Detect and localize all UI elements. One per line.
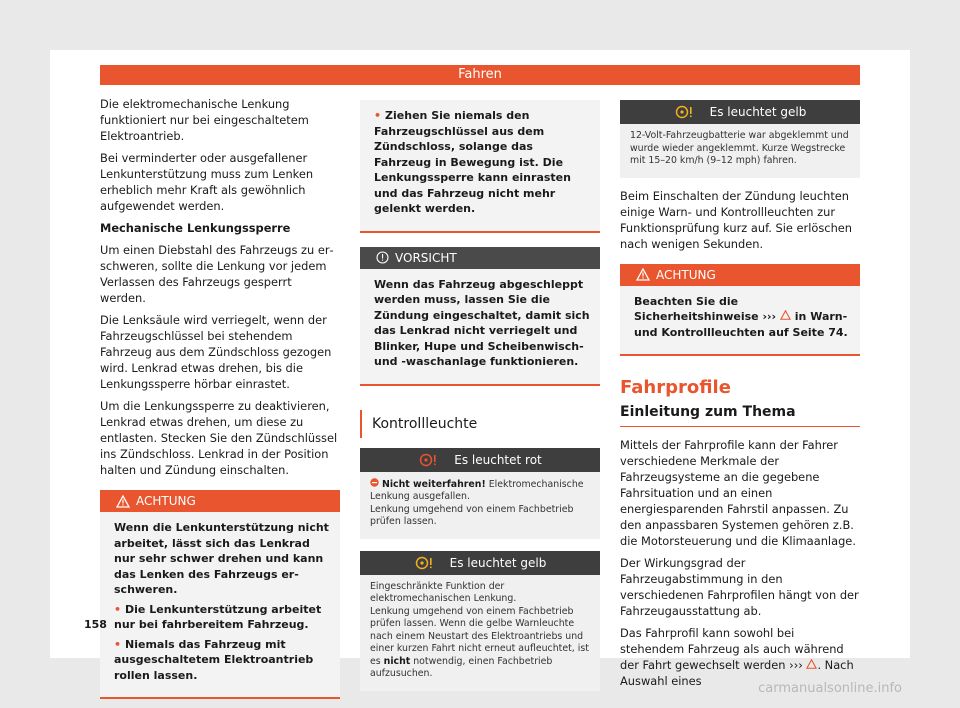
lamp-title: Es leuchtet rot [454,452,542,467]
lamp-text: Lenkung umgehend von einem Fachbetrieb prüfen lassen. Wenn die gelbe Warnleuchte nach einem Neustart des Elektroantriebs und einer kurzen Fahrt nicht erneut aufleuchtet, ist es nicht notwendig, einen Fachbetrieb aufzusuchen. [370,605,589,679]
paragraph: Um einen Diebstahl des Fahrzeugs zu erschweren, sollte die Lenkung vor jedem Verlassen des Fahrzeugs gesperrt werden. [100,243,334,305]
steering-warning-yellow-icon [674,105,696,119]
bullet-icon: • [114,602,122,616]
cross-ref-arrows[interactable]: ››› [789,658,803,672]
lamp-text: Nicht weiterfahren! Elektromechanische Lenkung ausgefallen. [370,478,584,502]
lamp-text: 12-Volt-Fahrzeugbatterie war abgeklemmt und wurde wieder angeklemmt. Kurze Wegstrecke mit 15–20 km/h (9–12 mph) fahren. [630,130,849,166]
lamp-box-yellow [360,551,600,691]
chapter-header: Fahren [100,65,860,85]
column-left [100,96,340,699]
warning-title: ACHTUNG [136,494,196,508]
lamp-body [360,472,600,539]
bullet-icon: • [114,637,122,651]
warning-body [100,512,340,697]
warning-bullet: • Ziehen Sie niemals den Fahrzeugschlüssel aus dem Zündschloss, solange das Fahrzeug in Bewegung ist. Die Lenkungssperre kann einrasten und das Fahrzeug nicht mehr gelenkt werden. [374,109,571,215]
topic-title: Einleitung zum Thema [620,404,860,427]
page-number: 158 [84,618,107,631]
warning-triangle-icon [636,268,650,281]
caution-header [360,247,600,269]
lamp-title: Es leuchtet gelb [449,555,547,570]
steering-warning-red-icon [418,453,440,467]
warning-title: ACHTUNG [656,267,716,282]
paragraph: Das Fahrprofil kann sowohl bei stehendem Fahrzeug als auch während der Fahrt gewechselt werden ››› . Nach Auswahl eines [620,626,854,688]
lamp-body [620,124,860,178]
warning-body [360,100,600,231]
chapter-title: Fahrprofile [620,377,731,398]
paragraph: Der Wirkungsgrad der Fahrzeugabstimmung in den verschiedenen Fahrprofilen hängt von der Fahrzeugausstattung ab. [620,556,859,618]
watermark-link[interactable]: carmanualsonline.info [758,681,902,696]
warning-triangle-icon [780,310,791,320]
section-title: Kontrollleuchte [360,410,600,438]
paragraph: Bei verminderter oder ausgefallener Lenkunterstützung muss zum Lenken erheblich mehr Kraft als gewöhnlich aufgewendet werden. [100,151,314,213]
lamp-text: Eingeschränkte Funktion der elektromechanischen Lenkung. [370,580,517,604]
lamp-title: Es leuchtet gelb [709,105,807,119]
warning-triangle-icon [806,659,817,669]
warning-box [100,490,340,699]
warning-box-continued [360,100,600,233]
warning-triangle-icon [116,495,130,508]
bullet-icon: • [374,109,382,122]
lamp-text: Lenkung umgehend von einem Fachbetrieb prüfen lassen. [370,503,574,527]
lamp-body [360,575,600,691]
cross-ref-arrows[interactable]: ››› [762,310,777,323]
lamp-header [360,448,600,472]
warning-text: Beachten Sie die Sicherheitshinweise ››› in Warn- und Kontrollleuchten auf Seite 74. [634,294,848,339]
warning-text: Wenn die Lenkunterstützung nicht arbeitet, lässt sich das Lenkrad nur sehr schwer drehen und kann das Lenken des Fahrzeugs erschweren. [114,521,329,596]
lamp-box-yellow-battery [620,100,860,178]
column-right [620,100,860,695]
warning-box [620,264,860,357]
warning-body [620,286,860,355]
caution-title: VORSICHT [395,250,457,265]
lamp-header [620,100,860,124]
paragraph: Beim Einschalten der Zündung leuchten einige Warn- und Kontrollleuchten zur Funktionsprüfung kurz auf. Sie erlöschen nach wenigen Sekunden. [620,188,853,251]
warning-bullet: • Die Lenkunterstützung arbeitet nur bei fahrbereitem Fahrzeug. [114,602,322,631]
warning-bullet: • Niemals das Fahrzeug mit ausgeschaltetem Elektroantrieb rollen lassen. [114,637,314,682]
paragraph: Die elektromechanische Lenkung funktioniert nur bei eingeschaltetem Elektroantrieb. [100,97,309,143]
lamp-box-red [360,448,600,539]
paragraph: Die Lenksäule wird verriegelt, wenn der Fahrzeugschlüssel bei stehendem Fahrzeug aus dem Zündschloss gezogen wird. Lenkrad etwas drehen, bis die Lenkungssperre hörbar einrastet. [100,313,332,391]
caution-text: Wenn das Fahrzeug abgeschleppt werden muss, lassen Sie die Zündung eingeschaltet, damit sich das Lenkrad nicht verriegelt und Blinker, Hupe und Scheibenwisch- und -waschanlage funktionieren. [374,277,590,368]
subheading: Mechanische Lenkungssperre [100,221,291,235]
column-middle [360,100,600,691]
caution-body [360,269,600,384]
lamp-header [360,551,600,575]
paragraph: Mittels der Fahrprofile kann der Fahrer verschiedene Merkmale der Fahrzeugsysteme an die gegebene Fahrsituation und an einen energiesparenden Fahrstil anpassen. Zu den anpassbaren Systemen gehören z.B. die Motorsteuerung und die Klimaanlage. [620,438,856,548]
steering-warning-yellow-icon [414,556,436,570]
info-circle-icon [376,251,389,264]
warning-header [620,264,860,286]
caution-box [360,247,600,386]
warning-header [100,490,340,512]
paragraph: Um die Lenkungssperre zu deaktivieren, Lenkrad etwas drehen, um diese zu entlasten. Stecken Sie den Zündschlüssel ins Zündschloss. Lenkrad in der Position halten und Zündung einschalten. [100,399,338,477]
stop-icon [370,478,379,487]
